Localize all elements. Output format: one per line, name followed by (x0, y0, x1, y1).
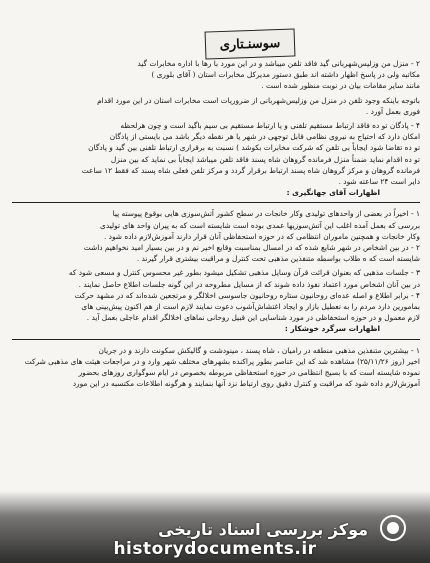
text-line: دایر است ۲۴ ساعته شود . (338, 177, 420, 187)
text-line: ۲ - منزل من وزلیس‌شهربانی گید فاقد تلفن میباشد و در این مورد با رها با اداره مخابرات گید (137, 59, 420, 68)
text-line: ۱ - اخیراً در بعضی از واحدهای تولیدی وکار خانجات در سطح کشور آتش‌سوزی هایی بوقوع پیوسته پیا (112, 209, 420, 219)
text-line: مکاتبه ولی در پاسخ اظهار داشته اند طبق دستور مدیرکل مخابرات استان ( آقای بلوری ) (151, 70, 420, 80)
paragraph-3 (12, 120, 420, 198)
text-line: در بین آنان اشخاص مورد اعتماد نفوذ داده شوند که از مسایل مطروحه در این گونه جلسات اطلاع حاصل نمایند . (78, 279, 420, 289)
text-line: ۲ - در بین اشخاص در شهر شایع شده که در امسال بمناسبت وقایع اخیر نم و در بین بسیار امید نخواهیم داشت (83, 243, 420, 253)
text-line: اخیر (روز ۲۵/۱۱/۲۶) مشاهده شد که این عناصر بطور پراکنده بشهرهای مختلف شهر وارد و در مراجعات هیئت های مذهبی شرکت (24, 356, 420, 366)
text-line: فوری بعمل آورد . (365, 106, 420, 116)
text-line: ۴ - برابر اطلاع و اصله عده‌ای روحانیون ستاره روحانیون جاسوسی اخلالگر و مرتجعین شده‌اند که در مشهد حرکت (74, 290, 420, 300)
section-divider (12, 339, 420, 340)
text-line: فرمانده گروهان و مرکز گروهان شاه پسند ارتباط برقرار گردد و مرکز تلفن فعلی شاه پسند که فقط ۱۲ ساعت (81, 165, 420, 175)
text-line: بررسی که بعمل آمده اغلب این آتش‌سوزیها عمدی بوده است شایسته است که به پیران واحد های تولیدی (100, 220, 420, 230)
text-line: لازم معمول و در حوزه استحفاظی در مورد شناسایی این قبیل روحانی نماهای اخلالگر اقدام عاجلی بعمل آید . (86, 313, 420, 323)
paragraph-5 (12, 267, 420, 334)
classification-stamp (205, 28, 296, 59)
text-line: آموزش‌لازم داده شود که مراقبت و کنترل دقیق روی ارتباط نزد آنها بنمایند و هرگونه اطلاعات مکتسبه در این مورد (72, 379, 420, 389)
text-line: امکان دارد که احتیاج به نیروی نظامی قابل توجهی در شهر یا هر نقطه دیگر باشد می بایستی از پادگان (109, 132, 420, 142)
archive-title: موکز بررسی اسناد تاریخی (158, 520, 368, 539)
text-line: شایسته است که ه طلاب بواسطه متنفذین مذهبی تحت کنترل و مراقبت بیشتری قرار گیرند . (136, 254, 420, 264)
text-line: نموده شایسته است که با بسیج انتظامی در حوزه استحفاظی مربوطه بخصوص در ایام سوگواری روزهای بحضور (78, 368, 420, 378)
text-line: ۱ - بیشترین متنفذین مذهبی منطقه در رامیان ، شاه پسند ، مینودشت و گالیکش سکونت دارند و در جریان (98, 345, 420, 355)
paragraph-1 (12, 58, 420, 92)
text-line: تو ده تقاضا شود ایجاباً بی تلفن که شرکت مخابرات بکوشد ) نسبت به برقراری ارتباط تلفنی بین گید و پادگان (88, 143, 420, 153)
site-link[interactable]: historydocuments.ir (113, 539, 317, 559)
document-body (12, 58, 420, 392)
text-line: بمامورین دارد مردم را به تعطیل بازار و ایجاد اغتشاش‌آشوب دعوت نمایند لازم است از هم اکنون پیش‌بینی های (81, 302, 420, 312)
text-line: ۴ - پادگان تو ده فاقد ارتباط مستقیم تلفنی و یا ارتباط مستقیم بی سیم باگید است و چون هرلحظه (120, 121, 420, 131)
speaker-heading: اظهارات آقای جهانگیری : (286, 188, 380, 198)
text-line: وکار خانجات و همچنین ماموران انتظامی که در حوزه استحفاظی آنان قرار دارند آموزش‌لازم داده شود . (103, 231, 420, 241)
text-line: ۳ - جلسات مذهبی که بعنوان قرائت قرآن وسایل مذهبی تشکیل میشود بطور غیر محسوس کنترل و مسعی شود که (68, 268, 420, 278)
paragraph-6 (12, 345, 420, 390)
section-divider (12, 202, 420, 203)
paragraph-4 (12, 208, 420, 264)
text-line: مانند سایر مقامات بیان در نوبت منظور شده است . (261, 81, 420, 91)
stamp-label: سوسنـتاری (219, 35, 281, 53)
text-line: تو ده اقدام نماید ضمناً منزل فرمانده گروهان شاه پسند فاقد تلفن میباشد ایجاباً بی نماید که بین منزل (110, 154, 420, 164)
paragraph-2 (12, 95, 420, 117)
speaker-heading: اظهارات سرگرد خوشکار : (284, 324, 380, 334)
watermark-footer (0, 491, 430, 563)
text-line: باتوجه باینکه وجود تلفن در منزل من وزلیس‌شهربانی از ضروریات است مخابرات استان در این مورد اقدام (97, 95, 420, 105)
